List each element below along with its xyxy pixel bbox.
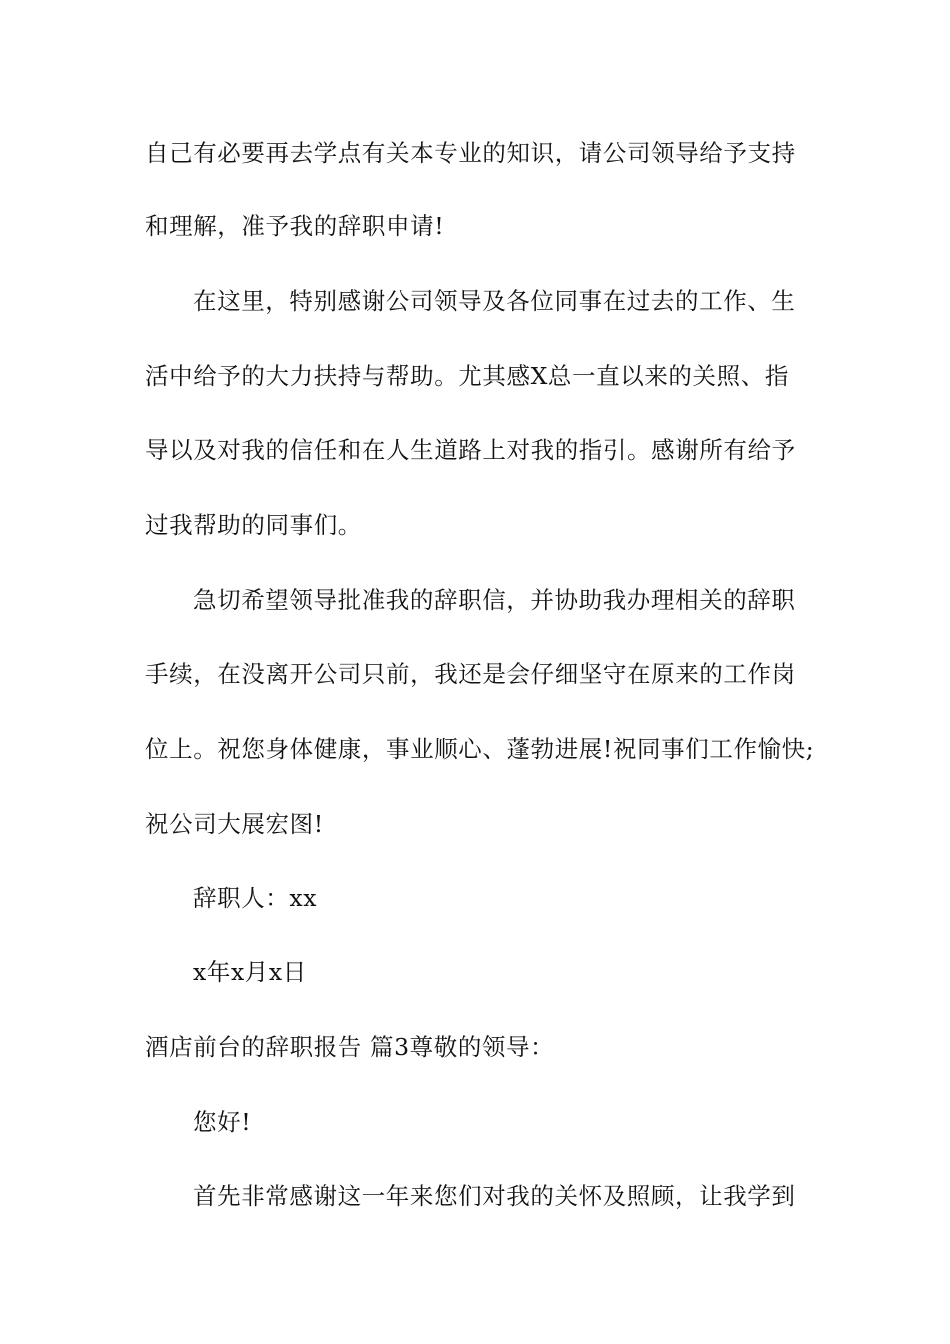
body-text-line: 位上。祝您身体健康，事业顺心、蓬勃进展!祝同事们工作愉快;	[145, 735, 815, 763]
paragraph-start-line: 在这里，特别感谢公司领导及各位同事在过去的工作、生	[193, 287, 796, 315]
signature-name: 辞职人：xx	[193, 884, 318, 912]
body-text-line: 过我帮助的同事们。	[145, 511, 362, 539]
body-text-line: 手续，在没离开公司只前，我还是会仔细坚守在原来的工作岗	[145, 660, 796, 688]
section-heading: 酒店前台的辞职报告 篇3尊敬的领导：	[145, 1033, 555, 1061]
body-text-line: 自己有必要再去学点有关本专业的知识，请公司领导给予支持	[145, 139, 796, 167]
body-text-line: 导以及对我的信任和在人生道路上对我的指引。感谢所有给予	[145, 436, 796, 464]
greeting-line: 您好!	[193, 1108, 252, 1136]
body-text-line: 祝公司大展宏图!	[145, 810, 324, 838]
paragraph-start-line: 急切希望领导批准我的辞职信，并协助我办理相关的辞职	[193, 586, 796, 614]
body-text-line: 活中给予的大力扶持与帮助。尤其感X总一直以来的关照、指	[145, 362, 789, 390]
body-text-line: 和理解，准予我的辞职申请!	[145, 212, 445, 240]
signature-date: x年x月x日	[193, 958, 307, 986]
paragraph-start-line: 首先非常感谢这一年来您们对我的关怀及照顾，让我学到	[193, 1182, 796, 1210]
